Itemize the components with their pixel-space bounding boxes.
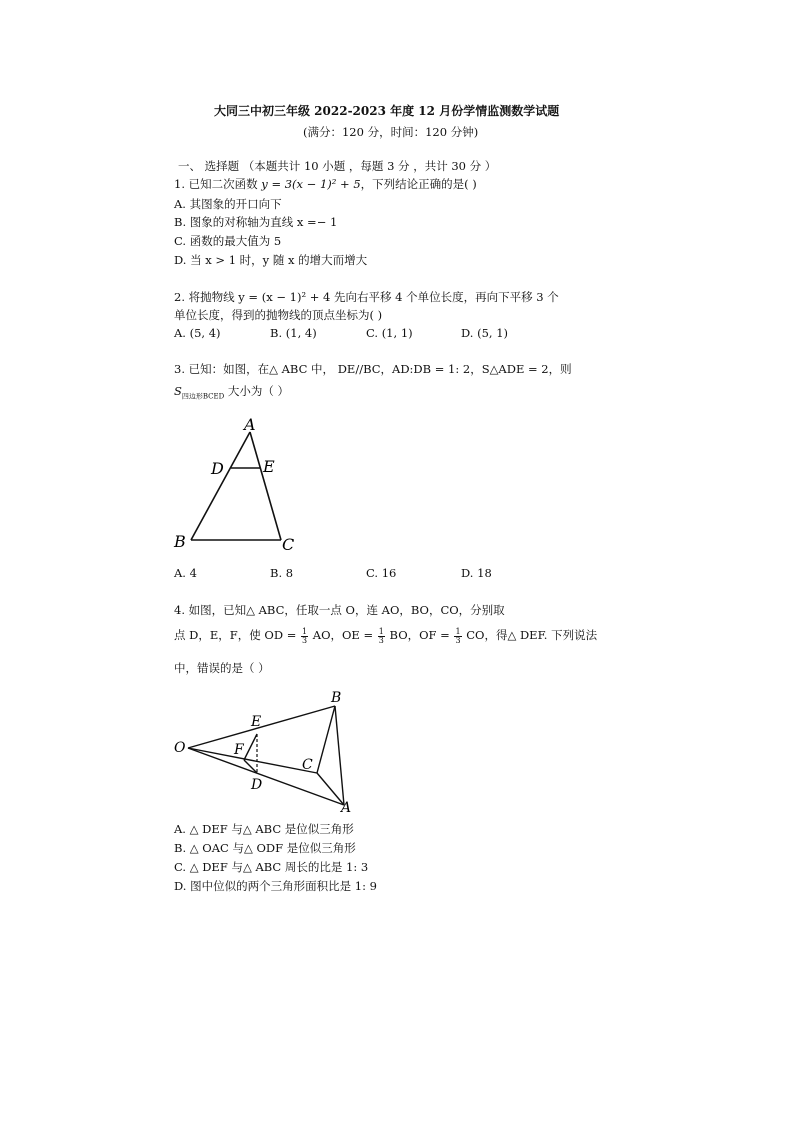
q4-side-ba [335, 706, 344, 805]
q3-label-a: A [244, 415, 256, 434]
q3-side-ab [191, 432, 250, 540]
q4-label-b: B [331, 690, 342, 706]
q3-option-c: C. 16 [366, 566, 397, 580]
q3-area-symbol: S [174, 384, 182, 398]
q3-label-c: C [282, 535, 295, 554]
q3-line2 [174, 383, 289, 404]
q4-line2-c: BO，OF = [389, 628, 450, 642]
q3-side-ac [250, 432, 281, 540]
q3-line2-rest: 大小为（ ） [224, 384, 290, 398]
q1-formula: y = 3(x − 1)² + 5 [261, 177, 361, 191]
q1-option-b: B. 图象的对称轴为直线 x =− 1 [174, 215, 338, 229]
q3-area-subscript: 四边形BCED [181, 392, 225, 401]
q4-option-c: C. △ DEF 与△ ABC 周长的比是 1: 3 [174, 860, 369, 874]
q2-option-c: C. (1, 1) [366, 326, 413, 340]
q4-fraction-1: $\frac{1}{3}$ [302, 626, 308, 645]
q3-option-d: D. 18 [461, 566, 492, 580]
q1-option-a: A. 其图象的开口向下 [174, 197, 282, 211]
q3-option-b: B. 8 [270, 566, 294, 580]
q4-label-e: E [251, 714, 262, 730]
q4-line1: 4. 如图，已知△ ABC，任取一点 O，连 AO，BO，CO，分别取 [174, 603, 505, 617]
q3-option-a: A. 4 [174, 566, 197, 580]
q4-option-d: D. 图中位似的两个三角形面积比是 1: 9 [174, 879, 377, 893]
q4-side-bc [317, 706, 335, 773]
q4-ray-ob [188, 706, 335, 748]
q4-fraction-2: $\frac{1}{3}$ [378, 626, 384, 645]
q3-label-d: D [211, 459, 224, 478]
q1-stem-post: ，下列结论正确的是( ) [360, 177, 477, 191]
section-heading: 一、 选择题 （本题共计 10 小题 ，每题 3 分 ，共计 30 分 ） [178, 159, 497, 173]
q1-option-c: C. 函数的最大值为 5 [174, 234, 282, 248]
q4-homothety-figure [170, 688, 370, 818]
q4-line2-b: AO，OE = [312, 628, 374, 642]
q4-line2-d: CO，得△ DEF. 下列说法 [466, 628, 598, 642]
q2-line2: 单位长度，得到的抛物线的顶点坐标为( ) [174, 308, 383, 322]
exam-subtitle: (满分：120 分，时间：120 分钟) [303, 125, 479, 139]
q4-line2 [174, 625, 597, 645]
q3-label-e: E [263, 457, 275, 476]
q2-line1: 2. 将抛物线 y = (x − 1)² + 4 先向右平移 4 个单位长度，再向下平移 3 个 [174, 290, 559, 304]
q1-stem-pre: 1. 已知二次函数 [174, 177, 262, 191]
q1-option-d: D. 当 x > 1 时，y 随 x 的增大而增大 [174, 253, 368, 267]
q1-stem [174, 176, 477, 192]
q4-label-d: D [251, 777, 263, 793]
q2-option-a: A. (5, 4) [174, 326, 221, 340]
q3-triangle-figure [170, 410, 310, 560]
q3-label-b: B [174, 532, 186, 551]
q4-label-c: C [302, 757, 313, 773]
q4-side-ef [244, 734, 257, 760]
q4-fraction-3: $\frac{1}{3}$ [455, 626, 461, 645]
q4-label-o: O [174, 740, 186, 756]
q4-line2-a: 点 D，E，F，使 OD = [174, 628, 297, 642]
exam-title: 大同三中初三年级 2022-2023 年度 12 月份学情监测数学试题 [214, 104, 560, 118]
q4-option-a: A. △ DEF 与△ ABC 是位似三角形 [174, 822, 354, 836]
q2-option-b: B. (1, 4) [270, 326, 317, 340]
q3-line1: 3. 已知：如图，在△ ABC 中， DE//BC，AD:DB = 1: 2，S△ADE = 2，则 [174, 362, 572, 376]
q4-label-f: F [234, 742, 244, 758]
q4-line3: 中，错误的是（ ） [174, 661, 270, 675]
q2-option-d: D. (5, 1) [461, 326, 509, 340]
q4-label-a: A [341, 800, 352, 816]
q4-option-b: B. △ OAC 与△ ODF 是位似三角形 [174, 841, 356, 855]
